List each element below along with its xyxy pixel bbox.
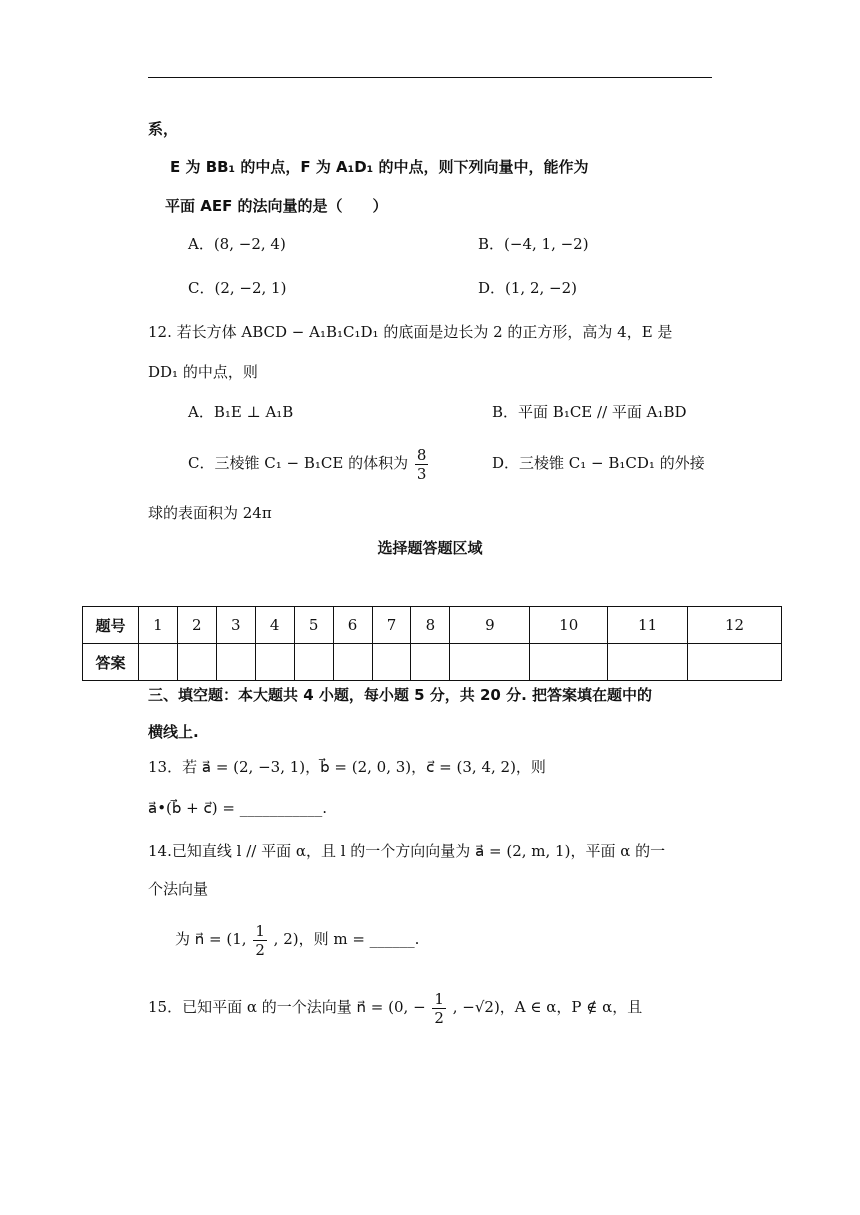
- question-number-cell: 7: [372, 607, 411, 644]
- q14-line3-post: , 2)，则 m = ______.: [273, 930, 420, 948]
- q12-stem-line2: DD₁ 的中点，则: [148, 363, 258, 381]
- number-row-label: 题号: [83, 607, 139, 644]
- q11-option-d: D．(1, 2, −2): [478, 279, 578, 297]
- q12-option-a: A．B₁E ⊥ A₁B: [188, 403, 294, 421]
- answer-cell[interactable]: [177, 644, 216, 681]
- answer-cell[interactable]: [294, 644, 333, 681]
- answer-cell[interactable]: [138, 644, 177, 681]
- q11-option-c: C．(2, −2, 1): [188, 279, 287, 297]
- answer-grid: [82, 606, 782, 681]
- answer-cell[interactable]: [530, 644, 608, 681]
- section3-heading-line2: 横线上.: [148, 723, 199, 741]
- q13-line2: a⃗•(b⃗ + c⃗) = ___________.: [148, 799, 327, 817]
- q11-line3: 平面 AEF 的法向量的是（ ）: [165, 197, 388, 215]
- q15-post: , −√2)，A ∈ α，P ∉ α，且: [452, 998, 643, 1016]
- fraction-eight-thirds: [415, 446, 429, 483]
- question-number-cell: 5: [294, 607, 333, 644]
- q12-option-d: D．三棱锥 C₁ − B₁CD₁ 的外接: [492, 454, 705, 472]
- header-rule: [148, 77, 712, 78]
- fraction-denominator: 2: [434, 1008, 444, 1027]
- question-number-cell: 1: [138, 607, 177, 644]
- question-number-cell: 11: [608, 607, 688, 644]
- answer-row-label: 答案: [83, 644, 139, 681]
- question-number-cell: 2: [177, 607, 216, 644]
- fraction-numerator: 1: [255, 921, 265, 940]
- q12-stem-line1: 12. 若长方体 ABCD − A₁B₁C₁D₁ 的底面是边长为 2 的正方形，高为 4，E 是: [148, 323, 673, 341]
- q14-line1: 14.已知直线 l // 平面 α，且 l 的一个方向向量为 a⃗ = (2, m, 1)，平面 α 的一: [148, 842, 666, 860]
- answer-cell[interactable]: [372, 644, 411, 681]
- q12-option-c-text: C．三棱锥 C₁ − B₁CE 的体积为: [188, 454, 409, 472]
- answer-cell[interactable]: [450, 644, 530, 681]
- answer-grid-answer-row: [83, 644, 782, 681]
- answer-region-title: 选择题答题区域: [377, 539, 483, 557]
- answer-cell[interactable]: [688, 644, 782, 681]
- question-number-cell: 3: [216, 607, 255, 644]
- question-number-cell: 4: [255, 607, 294, 644]
- question-number-cell: 12: [688, 607, 782, 644]
- fraction-numerator: 1: [434, 989, 444, 1008]
- answer-grid-number-row: [83, 607, 782, 644]
- fraction-denominator: 2: [255, 940, 265, 959]
- q15-line1: [148, 984, 642, 1030]
- q14-line3: [175, 916, 419, 962]
- fraction-numerator: 8: [416, 445, 427, 464]
- question-number-cell: 8: [411, 607, 450, 644]
- q14-line2: 个法向量: [148, 880, 209, 898]
- fraction-one-half: [432, 990, 446, 1027]
- answer-cell[interactable]: [255, 644, 294, 681]
- q15-pre: 15．已知平面 α 的一个法向量 n⃗ = (0, −: [148, 998, 426, 1016]
- section3-heading-line1: 三、填空题：本大题共 4 小题，每小题 5 分，共 20 分. 把答案填在题中的: [148, 686, 653, 704]
- q11-option-b: B．(−4, 1, −2): [478, 235, 589, 253]
- answer-cell[interactable]: [333, 644, 372, 681]
- question-number-cell: 10: [530, 607, 608, 644]
- question-number-cell: 9: [450, 607, 530, 644]
- q11-line1: 系，: [148, 120, 179, 138]
- q14-line3-pre: 为 n⃗ = (1,: [175, 930, 247, 948]
- q12-tail: 球的表面积为 24π: [148, 504, 272, 522]
- q11-line2: E 为 BB₁ 的中点，F 为 A₁D₁ 的中点，则下列向量中，能作为: [170, 158, 589, 176]
- fraction-one-half: [253, 922, 267, 959]
- answer-cell[interactable]: [411, 644, 450, 681]
- fraction-denominator: 3: [416, 464, 427, 483]
- question-number-cell: 6: [333, 607, 372, 644]
- answer-cell[interactable]: [216, 644, 255, 681]
- answer-cell[interactable]: [608, 644, 688, 681]
- q13-line1: 13．若 a⃗ = (2, −3, 1)，b⃗ = (2, 0, 3)，c⃗ = (3, 4, 2)，则: [148, 758, 546, 776]
- q12-option-c: [188, 441, 430, 485]
- q11-option-a: A．(8, −2, 4): [188, 235, 286, 253]
- q12-option-b: B．平面 B₁CE // 平面 A₁BD: [492, 403, 687, 421]
